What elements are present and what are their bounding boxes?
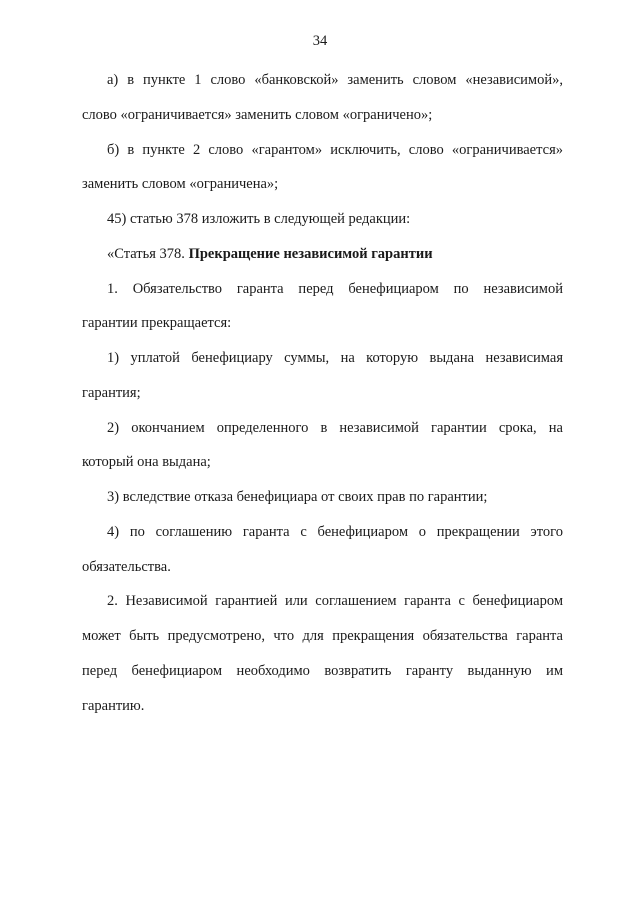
page-number: 34 — [312, 33, 328, 49]
text-line: 1. Обязательство гаранта перед бенефициаром по независимой — [107, 281, 563, 297]
text-line: 2) окончанием определенного в независимой гарантии срока, на — [107, 420, 563, 436]
text-line: гарантии прекращается: — [82, 315, 232, 331]
text-line: а) в пункте 1 слово «банковской» заменить словом «независимой», — [107, 72, 563, 88]
article-number: «Статья 378. — [107, 246, 189, 262]
text-line: 45) статью 378 изложить в следующей редакции: — [107, 211, 411, 227]
text-line: 3) вследствие отказа бенефициара от своих прав по гарантии; — [107, 489, 488, 505]
text-line: слово «ограничивается» заменить словом «ограничено»; — [82, 107, 433, 123]
text-line: заменить словом «ограничена»; — [82, 176, 279, 192]
text-line: гарантия; — [82, 385, 141, 401]
text-line: б) в пункте 2 слово «гарантом» исключить, слово «ограничивается» — [107, 142, 563, 158]
text-line: 1) уплатой бенефициару суммы, на которую выдана независимая — [107, 350, 563, 366]
text-line: перед бенефициаром необходимо возвратить гаранту выданную им — [82, 663, 563, 679]
text-line: который она выдана; — [82, 454, 211, 470]
text-line: обязательства. — [82, 559, 171, 575]
text-line: может быть предусмотрено, что для прекращения обязательства гаранта — [82, 628, 563, 644]
text-line: 4) по соглашению гаранта с бенефициаром о прекращении этого — [107, 524, 563, 540]
text-line: 2. Независимой гарантией или соглашением гаранта с бенефициаром — [107, 593, 563, 609]
article-heading — [107, 245, 563, 263]
article-title: Прекращение независимой гарантии — [188, 246, 433, 262]
text-line: гарантию. — [82, 698, 145, 714]
